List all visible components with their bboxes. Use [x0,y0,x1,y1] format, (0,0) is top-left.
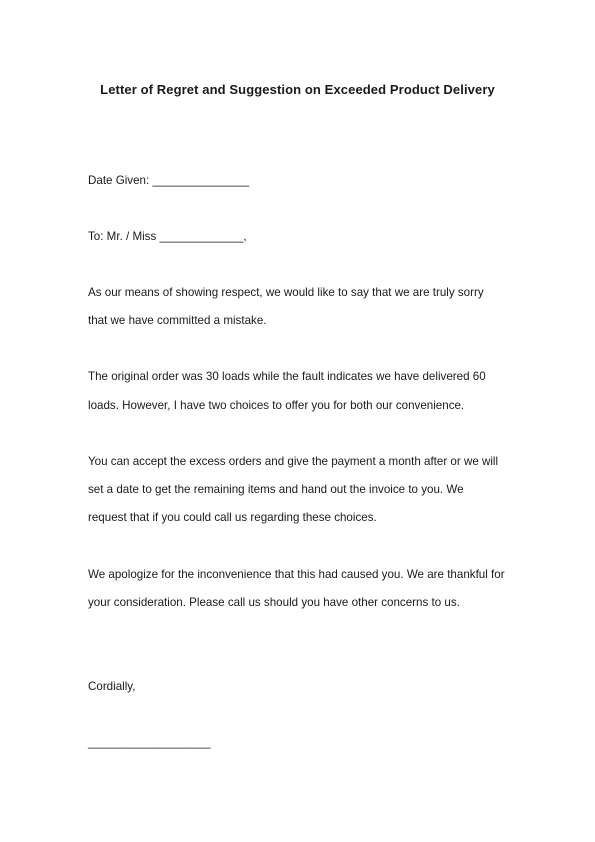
letter-title: Letter of Regret and Suggestion on Exceeded Product Delivery [100,82,495,97]
signature-line: ___________________ [88,736,211,749]
paragraph-2-line-2: loads. However, I have two choices to offer you for both our convenience. [88,399,465,412]
paragraph-1-line-1: As our means of showing respect, we would like to say that we are truly sorry [88,286,484,299]
paragraph-3-line-3: request that if you could call us regarding these choices. [88,511,377,524]
paragraph-4-line-1: We apologize for the inconvenience that this had caused you. We are thankful for [88,568,505,581]
paragraph-2-line-1: The original order was 30 loads while the fault indicates we have delivered 60 [88,370,486,383]
paragraph-3-line-1: You can accept the excess orders and give the payment a month after or we will [88,455,499,468]
paragraph-3-line-2: set a date to get the remaining items and hand out the invoice to you. We [88,483,464,496]
closing: Cordially, [88,680,136,693]
paragraph-1-line-2: that we have committed a mistake. [88,314,267,327]
paragraph-4-line-2: your consideration. Please call us should you have other concerns to us. [88,596,460,609]
recipient-line: To: Mr. / Miss _____________, [88,230,247,243]
date-given-line: Date Given: _______________ [88,174,250,187]
